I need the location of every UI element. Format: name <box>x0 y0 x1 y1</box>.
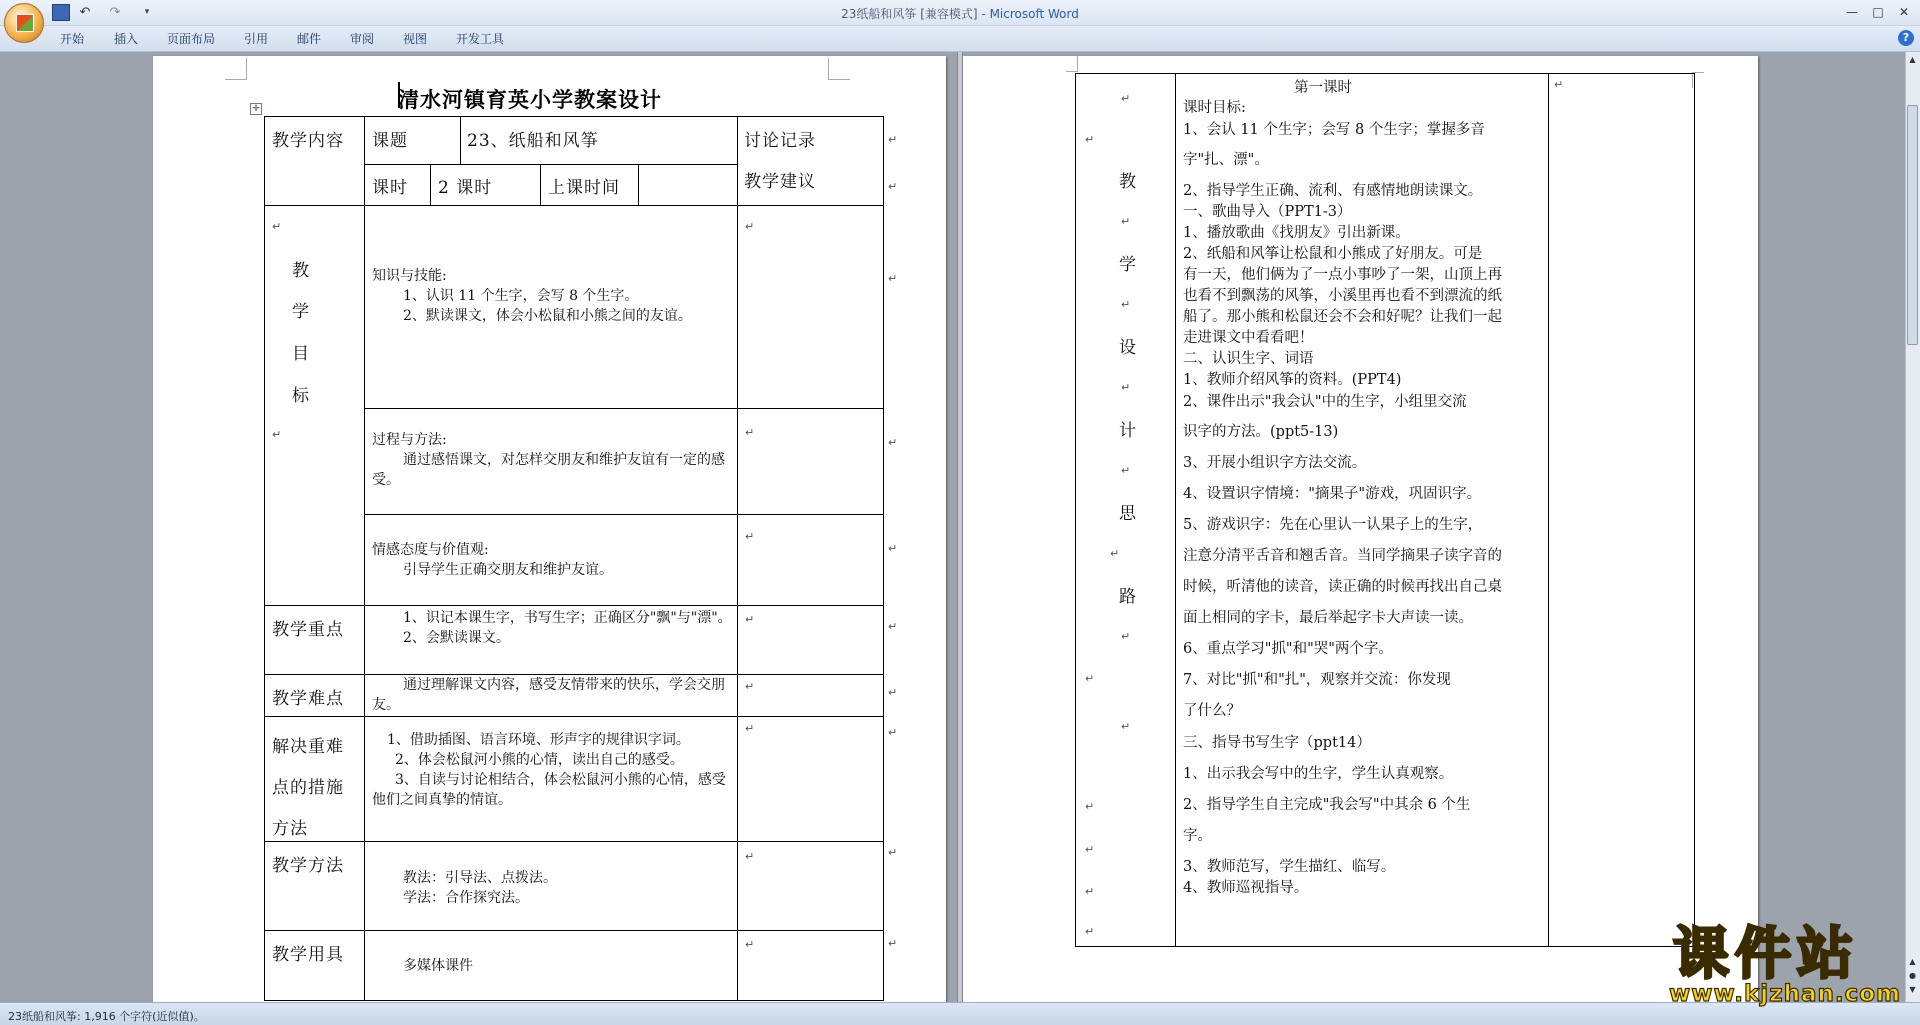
label-class-time: 上课时间 <box>548 178 620 198</box>
content-line: 了什么？ <box>1183 703 1241 719</box>
app-name: Microsoft Word <box>989 7 1079 21</box>
content-line: 课时目标: <box>1183 100 1246 116</box>
paragraph-mark: ↵ <box>888 726 898 739</box>
paragraph-mark: ↵ <box>888 542 898 555</box>
content-line: 1、出示我会写中的生字，学生认真观察。 <box>1183 766 1454 782</box>
methods-line: 教法：引导法、点拨法。 <box>403 870 557 886</box>
paragraph-mark: ↵ <box>745 530 755 543</box>
goal-label-char: 学 <box>292 302 310 322</box>
paragraph-mark: ↵ <box>888 180 898 193</box>
paragraph-mark: ↵ <box>272 220 282 233</box>
content-line: 二、认识生字、词语 <box>1183 351 1314 367</box>
paragraph-mark: ↵ <box>888 133 898 146</box>
key-points-line: 2、会默读课文。 <box>403 630 510 646</box>
page-title[interactable]: 清水河镇育英小学教案设计 <box>398 87 662 112</box>
solutions-content[interactable] <box>372 730 734 810</box>
paragraph-mark: ↵ <box>1121 215 1131 228</box>
content-line: 1、教师介绍风筝的资料。(PPT4) <box>1183 372 1402 388</box>
crop-mark <box>828 58 850 80</box>
content-line: 3、教师范写，学生描红、临写。 <box>1183 859 1396 875</box>
select-browse-object-icon[interactable]: ● <box>1909 971 1916 980</box>
label-teaching-content: 教学内容 <box>272 131 344 151</box>
solutions-line: 1、借助插图、语言环境、形声字的规律识字词。 <box>387 732 690 748</box>
content-line: 1、会认 11 个生字；会写 8 个生字；掌握多音 <box>1183 122 1485 138</box>
tab-developer[interactable]: 开发工具 <box>456 32 505 46</box>
label-tools: 教学用具 <box>272 945 344 965</box>
watermark-text: 课件站 <box>1673 922 1859 987</box>
goal-process-line: 通过感悟课文，对怎样交朋友和维护友谊有一定的感受。 <box>372 452 725 488</box>
paragraph-mark: ↵ <box>1121 720 1131 733</box>
next-page-icon[interactable]: ▼ <box>1909 985 1916 994</box>
content-line: 识字的方法。(ppt5-13) <box>1183 424 1339 440</box>
label-difficulties: 教学难点 <box>272 689 344 709</box>
label-solutions-line: 解决重难 <box>272 737 344 757</box>
goal-label-char: 教 <box>292 261 310 281</box>
tab-home[interactable]: 开始 <box>60 32 85 46</box>
solutions-line: 3、自读与讨论相结合，体会松鼠河小熊的心情，感受他们之间真挚的情谊。 <box>372 772 726 808</box>
paragraph-mark: ↵ <box>1085 925 1095 938</box>
design-label-char: 路 <box>1119 587 1136 607</box>
paragraph-mark: ↵ <box>888 272 898 285</box>
label-solutions-line: 方法 <box>272 819 308 839</box>
paragraph-mark: ↵ <box>888 620 898 633</box>
content-line: 2、课件出示"我会认"中的生字，小组里交流 <box>1183 394 1467 410</box>
paragraph-mark: ↵ <box>1085 672 1095 685</box>
paragraph-mark: ↵ <box>888 436 898 449</box>
watermark-logo <box>1663 922 1903 1007</box>
methods-line: 学法：合作探究法。 <box>403 890 529 906</box>
label-methods: 教学方法 <box>272 856 344 876</box>
paragraph-mark: ↵ <box>1554 78 1564 91</box>
goal-process[interactable] <box>372 430 732 490</box>
design-label-char: 教 <box>1119 172 1136 192</box>
content-line: 字。 <box>1183 828 1212 844</box>
goal-process-head: 过程与方法: <box>372 432 447 448</box>
content-line: 注意分清平舌音和翘舌音。当同学摘果子读字音的 <box>1183 548 1502 564</box>
content-line: 4、设置识字情境："摘果子"游戏，巩固识字。 <box>1183 486 1482 502</box>
paragraph-mark: ↵ <box>1121 464 1131 477</box>
content-line: 2、纸船和风筝让松鼠和小熊成了好朋友。可是 <box>1183 246 1483 262</box>
content-line: 3、开展小组识字方法交流。 <box>1183 455 1367 471</box>
help-icon[interactable]: ? <box>1898 30 1914 46</box>
window-title <box>0 5 1920 22</box>
paragraph-mark: ↵ <box>745 680 755 693</box>
content-line: 1、播放歌曲《找朋友》引出新课。 <box>1183 225 1410 241</box>
content-line: 2、指导学生自主完成"我会写"中其余 6 个生 <box>1183 797 1471 813</box>
paragraph-mark: ↵ <box>745 613 755 626</box>
content-line: 时候，听清他的读音，读正确的时候再找出自己桌 <box>1183 579 1502 595</box>
label-periods: 课时 <box>372 178 408 198</box>
difficulties-line: 通过理解课文内容，感受友情带来的快乐，学会交朋友。 <box>372 677 725 713</box>
goal-knowledge-line: 1、认识 11 个生字，会写 8 个生字。 <box>403 288 639 304</box>
paragraph-mark: ↵ <box>1085 885 1095 898</box>
paragraph-mark: ↵ <box>888 937 898 950</box>
content-line: 5、游戏识字：先在心里认一认果子上的生字， <box>1183 517 1483 533</box>
design-label-char: 设 <box>1119 338 1136 358</box>
content-line: 三、指导书写生字（ppt14） <box>1183 735 1371 751</box>
paragraph-mark: ↵ <box>1085 800 1095 813</box>
design-label-char: 学 <box>1119 255 1136 275</box>
paragraph-mark: ↵ <box>1121 298 1131 311</box>
content-line: 船了。那小熊和松鼠还会不会和好呢？让我们一起 <box>1183 309 1502 325</box>
scroll-thumb[interactable] <box>1907 105 1918 345</box>
solutions-line: 2、体会松鼠河小熊的心情，读出自己的感受。 <box>395 752 684 768</box>
methods-content[interactable] <box>403 868 723 908</box>
content-line: 面上相同的字卡，最后举起字卡大声读一读。 <box>1183 610 1473 626</box>
label-discussion-record: 讨论记录 <box>744 131 816 151</box>
content-line: 一、歌曲导入（PPT1-3） <box>1183 204 1352 220</box>
paragraph-mark: ↵ <box>745 938 755 951</box>
tab-review[interactable]: 审阅 <box>350 32 375 46</box>
table-move-handle-icon[interactable]: ✛ <box>250 103 262 115</box>
word-count-status[interactable]: 23纸船和风筝: 1,916 个字符(近似值)。 <box>8 1010 205 1023</box>
close-button[interactable]: ✕ <box>1898 5 1910 19</box>
label-solutions-line: 点的措施 <box>272 778 344 798</box>
watermark-url: www.kjzhan.com <box>1669 981 1901 1007</box>
label-topic: 课题 <box>372 131 408 151</box>
goal-emotion-line: 引导学生正确交朋友和维护友谊。 <box>403 562 613 578</box>
content-line: 字"扎、漂"。 <box>1183 152 1269 168</box>
topic-value[interactable]: 23、纸船和风筝 <box>467 131 599 151</box>
paragraph-mark: ↵ <box>745 722 755 735</box>
maximize-button[interactable]: □ <box>1872 5 1884 19</box>
content-line: 4、教师巡视指导。 <box>1183 880 1309 896</box>
prev-page-icon[interactable]: ▲ <box>1909 957 1916 966</box>
design-label-char: 计 <box>1119 421 1136 441</box>
office-button[interactable] <box>4 3 44 43</box>
paragraph-mark: ↵ <box>888 686 898 699</box>
tab-insert[interactable]: 插入 <box>114 32 139 46</box>
paragraph-mark: ↵ <box>745 850 755 863</box>
title-separator: - <box>977 7 990 21</box>
paragraph-mark: ↵ <box>1110 547 1120 560</box>
content-line: 6、重点学习"抓"和"哭"两个字。 <box>1183 641 1393 657</box>
paragraph-mark: ↵ <box>1121 381 1131 394</box>
scroll-up-icon[interactable]: ▲ <box>1909 55 1916 64</box>
content-line: 走进课文中看看吧！ <box>1183 330 1314 346</box>
paragraph-mark: ↵ <box>1085 133 1095 146</box>
label-solutions <box>272 727 344 850</box>
paragraph-mark: ↵ <box>1121 630 1131 643</box>
paragraph-mark: ↵ <box>888 846 898 859</box>
content-line: 有一天，他们俩为了一点小事吵了一架，山顶上再 <box>1183 267 1502 283</box>
paragraph-mark: ↵ <box>1121 92 1131 105</box>
paragraph-mark: ↵ <box>1085 843 1095 856</box>
key-points-line: 1、识记本课生字，书写生字；正确区分"飘"与"漂"。 <box>403 610 732 626</box>
label-teaching-suggestion: 教学建议 <box>744 172 816 192</box>
tab-mailings[interactable]: 邮件 <box>297 32 322 46</box>
label-key-points: 教学重点 <box>272 620 344 640</box>
goal-knowledge-head: 知识与技能: <box>372 268 447 284</box>
title-bar <box>0 0 1920 26</box>
goal-emotion[interactable] <box>372 540 732 580</box>
undo-icon[interactable]: ↶ <box>79 5 91 20</box>
key-points-content[interactable] <box>372 608 732 648</box>
content-line: 2、指导学生正确、流利、有感情地朗读课文。 <box>1183 183 1483 199</box>
goal-knowledge[interactable] <box>372 266 732 326</box>
ribbon-tabs <box>0 26 1920 52</box>
tab-view[interactable]: 视图 <box>403 32 428 46</box>
tools-content[interactable]: 多媒体课件 <box>403 958 473 974</box>
tab-references[interactable]: 引用 <box>244 32 269 46</box>
status-bar <box>0 1002 1920 1025</box>
paragraph-mark: ↵ <box>745 220 755 233</box>
content-line: 7、对比"抓"和"扎"，观察并交流：你发现 <box>1183 672 1451 688</box>
goal-label-char: 标 <box>292 386 310 406</box>
crop-mark <box>1066 56 1078 72</box>
periods-value[interactable]: 2 课时 <box>438 178 493 198</box>
content-line: 也看不到飘荡的风筝，小溪里再也看不到漂流的纸 <box>1183 288 1502 304</box>
goal-knowledge-line: 2、默读课文，体会小松鼠和小熊之间的友谊。 <box>403 308 692 324</box>
minimize-button[interactable]: — <box>1846 5 1858 19</box>
document-name: 23纸船和风筝 [兼容模式] <box>841 7 978 21</box>
goal-emotion-head: 情感态度与价值观: <box>372 542 489 558</box>
tab-page-layout[interactable]: 页面布局 <box>167 32 216 46</box>
crop-mark <box>225 58 247 80</box>
difficulties-content[interactable] <box>372 675 732 715</box>
section-heading[interactable]: 第一课时 <box>1294 80 1352 96</box>
customize-qat-icon[interactable]: ▾ <box>144 7 150 17</box>
design-label-char: 思 <box>1119 504 1136 524</box>
goal-label-char: 目 <box>292 344 310 364</box>
paragraph-mark: ↵ <box>272 428 282 441</box>
redo-icon[interactable]: ↷ <box>109 5 121 20</box>
paragraph-mark: ↵ <box>745 426 755 439</box>
office-logo-icon <box>16 14 34 32</box>
